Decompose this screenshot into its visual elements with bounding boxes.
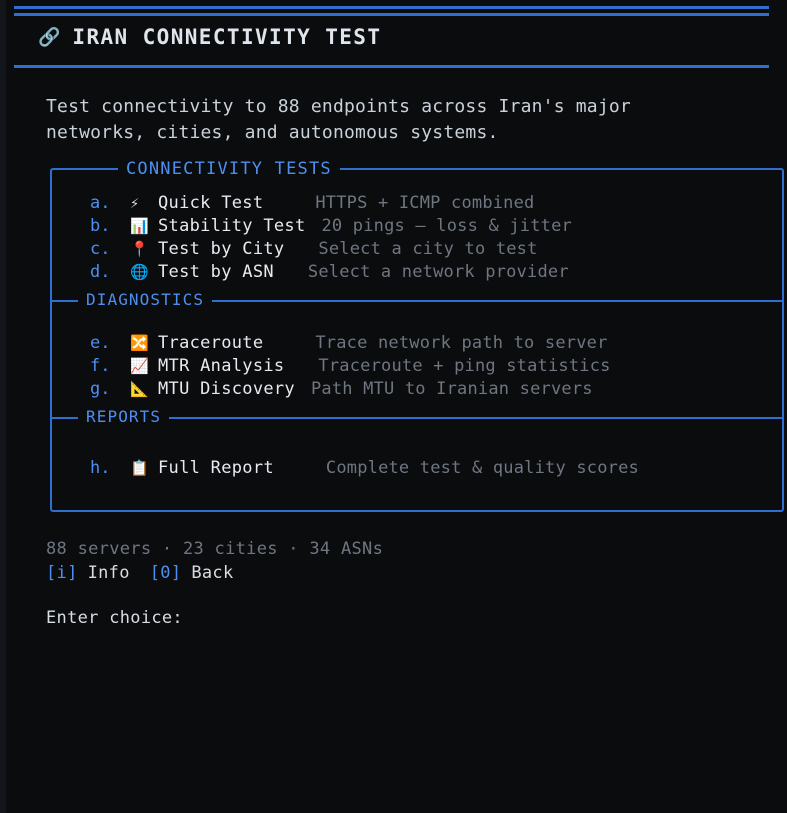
menu-label: Stability Test (158, 216, 306, 236)
menu-key: h. (90, 458, 111, 478)
menu-key: g. (90, 379, 111, 399)
info-label: Info (87, 563, 130, 583)
menu-label: Quick Test (158, 193, 264, 213)
menu-key: a. (90, 193, 111, 213)
panel-legend: CONNECTIVITY TESTS (118, 158, 340, 181)
section-divider-diagnostics (52, 290, 782, 309)
menu-item-mtu-discovery[interactable] (52, 378, 782, 401)
menu-item-test-by-city[interactable] (52, 238, 782, 261)
menu-label: MTR Analysis (158, 356, 285, 376)
info-key[interactable]: [i] (46, 563, 78, 583)
menu-desc: Complete test & quality scores (325, 458, 639, 478)
menu-label: Full Report (158, 458, 274, 478)
menu-key: e. (90, 333, 111, 353)
prompt-line[interactable] (46, 607, 787, 630)
menu-key: b. (90, 216, 111, 236)
section-label-diagnostics: DIAGNOSTICS (78, 288, 212, 311)
menu-desc: Path MTU to Iranian servers (310, 379, 593, 399)
bar-chart-icon: 📊 (130, 217, 149, 235)
chart-increasing-icon: 📈 (130, 357, 149, 375)
lightning-icon: ⚡ (130, 194, 140, 212)
prompt-label: Enter choice: (46, 608, 183, 628)
section-label-reports: REPORTS (78, 405, 169, 428)
header-divider-top (14, 6, 769, 9)
clipboard-icon: 📋 (130, 459, 149, 477)
shuffle-icon: 🔀 (130, 334, 149, 352)
stats-line: 88 servers · 23 cities · 34 ASNs (46, 539, 384, 559)
menu-desc: Traceroute + ping statistics (318, 356, 611, 376)
section-diagnostics (52, 302, 782, 417)
menu-item-mtr-analysis[interactable] (52, 355, 782, 378)
menu-panel (50, 159, 784, 512)
menu-item-full-report[interactable] (52, 457, 782, 480)
ruler-icon: 📐 (130, 380, 149, 398)
menu-item-traceroute[interactable] (52, 332, 782, 355)
menu-desc: Select a city to test (318, 239, 538, 259)
section-reports (52, 419, 782, 510)
left-rail (0, 0, 6, 813)
footer-actions (46, 562, 787, 585)
menu-key: f. (90, 356, 111, 376)
menu-key: d. (90, 262, 111, 282)
cursor (189, 609, 198, 626)
intro-text: Test connectivity to 88 endpoints across Iran's major networks, cities, and autonomous systems. (46, 96, 631, 143)
section-divider-reports (52, 407, 782, 426)
menu-desc: 20 pings — loss & jitter (321, 216, 572, 236)
menu-label: Test by ASN (158, 262, 274, 282)
menu-item-quick-test[interactable] (52, 192, 782, 215)
page-title: IRAN CONNECTIVITY TEST (72, 25, 382, 49)
menu-item-stability-test[interactable] (52, 215, 782, 238)
header-divider-bottom (14, 65, 769, 68)
back-key[interactable]: [0] (149, 563, 182, 583)
footer (46, 538, 787, 585)
menu-item-test-by-asn[interactable] (52, 261, 782, 284)
menu-desc: Select a network provider (307, 262, 569, 282)
menu-label: Traceroute (158, 333, 264, 353)
menu-label: MTU Discovery (158, 379, 295, 399)
terminal-content (10, 0, 787, 813)
globe-icon: 🌐 (130, 263, 149, 281)
menu-label: Test by City (158, 239, 285, 259)
header (10, 16, 787, 55)
menu-key: c. (90, 239, 111, 259)
link-icon: 🔗 (38, 27, 61, 48)
menu-desc: HTTPS + ICMP combined (315, 193, 535, 213)
section-connectivity-tests (52, 170, 782, 300)
menu-desc: Trace network path to server (315, 333, 608, 353)
back-label: Back (191, 563, 234, 583)
map-pin-icon: 📍 (130, 240, 149, 258)
